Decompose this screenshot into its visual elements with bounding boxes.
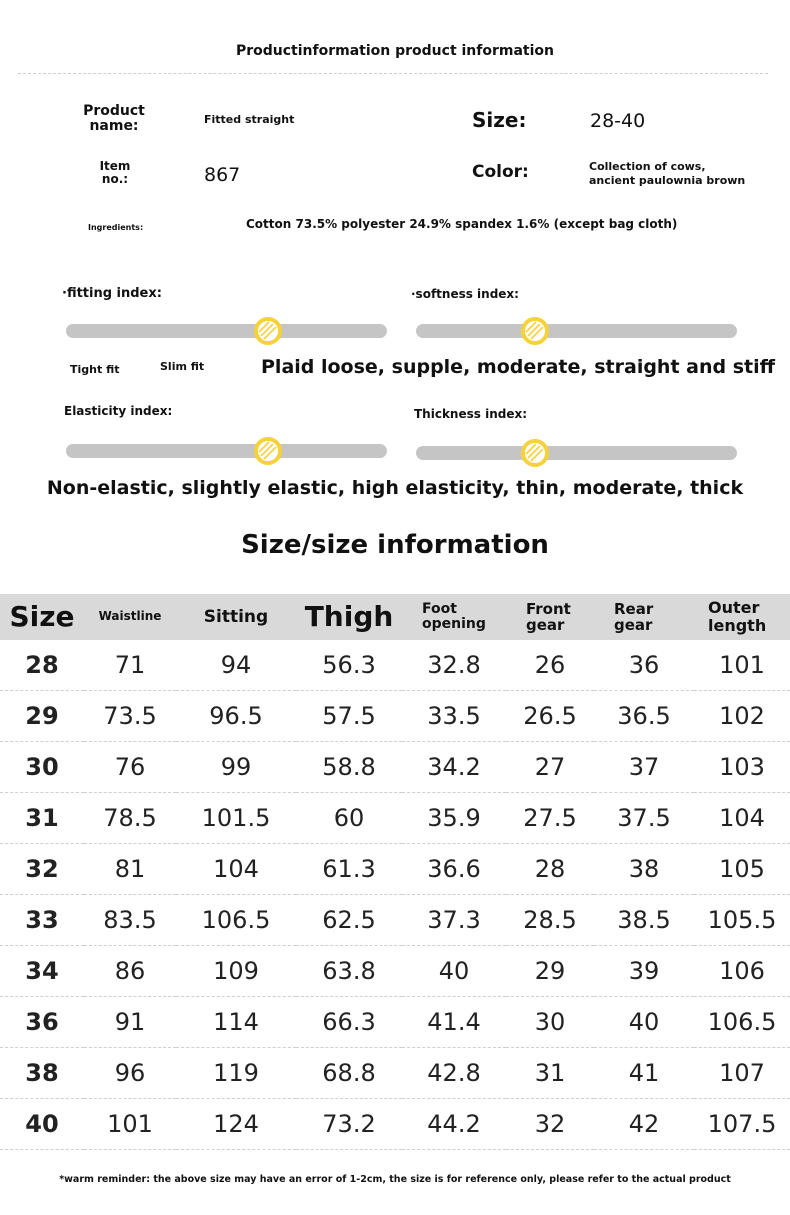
table-cell: 37: [594, 742, 694, 793]
table-cell: 63.8: [296, 946, 402, 997]
product-name-value: Fitted straight: [204, 113, 295, 126]
table-cell: 30: [506, 997, 594, 1048]
table-cell: 73.5: [84, 691, 176, 742]
fitting-slider: [66, 324, 387, 338]
ingredients-label: Ingredients:: [88, 223, 144, 232]
table-cell: 38.5: [594, 895, 694, 946]
table-cell: 27: [506, 742, 594, 793]
item-no-label-text: Item no.:: [99, 159, 131, 186]
header-waistline: Waistline: [84, 594, 176, 640]
tight-fit-label: Tight fit: [70, 363, 120, 376]
softness-slider: [416, 324, 737, 338]
slim-fit-label: Slim fit: [160, 360, 205, 373]
table-cell: 26.5: [506, 691, 594, 742]
item-no-label: [94, 160, 136, 185]
size-cell: 30: [0, 742, 84, 793]
color-label: Color:: [472, 162, 529, 182]
table-cell: 28: [506, 844, 594, 895]
size-cell: 29: [0, 691, 84, 742]
table-cell: 44.2: [402, 1099, 506, 1150]
header-foot-opening: Foot opening: [402, 594, 506, 640]
table-cell: 114: [176, 997, 296, 1048]
size-cell: 38: [0, 1048, 84, 1099]
table-row: [0, 1048, 790, 1099]
size-cell: 40: [0, 1099, 84, 1150]
table-cell: 86: [84, 946, 176, 997]
ingredients-value: Cotton 73.5% polyester 24.9% spandex 1.6% (except bag cloth): [246, 217, 678, 231]
size-cell: 34: [0, 946, 84, 997]
table-cell: 109: [176, 946, 296, 997]
elastic-scale-text: Non-elastic, slightly elastic, high elasticity, thin, moderate, thick: [46, 477, 744, 499]
table-cell: 101: [694, 640, 790, 691]
table-cell: 104: [694, 793, 790, 844]
table-cell: 29: [506, 946, 594, 997]
softness-index-label: ·softness index:: [411, 287, 519, 301]
thickness-slider-knob: [521, 439, 549, 467]
table-cell: 73.2: [296, 1099, 402, 1150]
table-cell: 40: [402, 946, 506, 997]
table-cell: 96: [84, 1048, 176, 1099]
table-cell: 104: [176, 844, 296, 895]
table-cell: 41.4: [402, 997, 506, 1048]
table-cell: 41: [594, 1048, 694, 1099]
table-cell: 68.8: [296, 1048, 402, 1099]
color-value-line1: Collection of cows,: [589, 160, 706, 173]
table-cell: 62.5: [296, 895, 402, 946]
color-value-line2: ancient paulownia brown: [589, 173, 746, 187]
table-cell: 37.3: [402, 895, 506, 946]
table-cell: 71: [84, 640, 176, 691]
table-cell: 36.5: [594, 691, 694, 742]
table-cell: 32.8: [402, 640, 506, 691]
table-cell: 78.5: [84, 793, 176, 844]
table-cell: 27.5: [506, 793, 594, 844]
size-section-title: Size/size information: [241, 530, 549, 560]
warm-reminder: *warm reminder: the above size may have an error of 1-2cm, the size is for reference only, please refer to the actual product: [59, 1174, 731, 1185]
size-cell: 31: [0, 793, 84, 844]
table-cell: 40: [594, 997, 694, 1048]
fitting-index-label: ·fitting index:: [62, 286, 162, 301]
table-cell: 42: [594, 1099, 694, 1150]
table-cell: 37.5: [594, 793, 694, 844]
table-cell: 58.8: [296, 742, 402, 793]
table-row: [0, 793, 790, 844]
table-cell: 91: [84, 997, 176, 1048]
table-row: [0, 1099, 790, 1150]
table-row: [0, 640, 790, 691]
page-title: Productinformation product information: [235, 43, 554, 59]
table-row: [0, 742, 790, 793]
table-cell: 124: [176, 1099, 296, 1150]
elasticity-slider-knob: [254, 437, 282, 465]
table-cell: 119: [176, 1048, 296, 1099]
table-cell: 83.5: [84, 895, 176, 946]
size-cell: 28: [0, 640, 84, 691]
size-table: [0, 594, 790, 1150]
product-name-label: [74, 104, 154, 133]
table-cell: 94: [176, 640, 296, 691]
header-rear-gear: Rear gear: [594, 594, 694, 640]
table-cell: 102: [694, 691, 790, 742]
divider: [18, 73, 768, 74]
table-cell: 107: [694, 1048, 790, 1099]
thickness-index-label: Thickness index:: [414, 407, 528, 421]
table-cell: 76: [84, 742, 176, 793]
size-cell: 33: [0, 895, 84, 946]
table-cell: 33.5: [402, 691, 506, 742]
table-cell: 32: [506, 1099, 594, 1150]
header-outer-length: Outer length: [694, 594, 790, 640]
item-no-value: 867: [204, 164, 241, 186]
table-cell: 105: [694, 844, 790, 895]
size-value: 28-40: [590, 110, 646, 132]
table-row: [0, 895, 790, 946]
elasticity-index-label: Elasticity index:: [64, 404, 173, 418]
table-row: [0, 844, 790, 895]
table-cell: 106.5: [176, 895, 296, 946]
table-cell: 56.3: [296, 640, 402, 691]
product-name-label-text: Product name:: [83, 103, 145, 134]
table-cell: 35.9: [402, 793, 506, 844]
table-cell: 36.6: [402, 844, 506, 895]
table-cell: 34.2: [402, 742, 506, 793]
header-thigh: Thigh: [296, 594, 402, 640]
size-cell: 36: [0, 997, 84, 1048]
thickness-slider: [416, 446, 737, 460]
table-cell: 26: [506, 640, 594, 691]
table-row: [0, 691, 790, 742]
table-cell: 42.8: [402, 1048, 506, 1099]
table-cell: 38: [594, 844, 694, 895]
size-label: Size:: [472, 108, 527, 132]
fitting-slider-knob: [254, 317, 282, 345]
size-cell: 32: [0, 844, 84, 895]
table-cell: 101.5: [176, 793, 296, 844]
table-cell: 57.5: [296, 691, 402, 742]
color-value: [589, 160, 745, 188]
table-cell: 107.5: [694, 1099, 790, 1150]
size-table-body: [0, 640, 790, 1150]
table-cell: 81: [84, 844, 176, 895]
table-cell: 31: [506, 1048, 594, 1099]
table-cell: 106.5: [694, 997, 790, 1048]
size-table-header: [0, 594, 790, 640]
table-cell: 103: [694, 742, 790, 793]
table-cell: 61.3: [296, 844, 402, 895]
table-cell: 101: [84, 1099, 176, 1150]
table-cell: 99: [176, 742, 296, 793]
table-row: [0, 997, 790, 1048]
table-cell: 28.5: [506, 895, 594, 946]
table-cell: 96.5: [176, 691, 296, 742]
table-cell: 106: [694, 946, 790, 997]
header-front-gear: Front gear: [506, 594, 594, 640]
table-cell: 60: [296, 793, 402, 844]
softness-slider-knob: [521, 317, 549, 345]
table-cell: 36: [594, 640, 694, 691]
header-sitting: Sitting: [176, 594, 296, 640]
elasticity-slider: [66, 444, 387, 458]
fit-scale-text: Plaid loose, supple, moderate, straight and stiff: [261, 356, 776, 378]
header-size: Size: [0, 594, 84, 640]
table-row: [0, 946, 790, 997]
table-cell: 105.5: [694, 895, 790, 946]
table-cell: 39: [594, 946, 694, 997]
table-cell: 66.3: [296, 997, 402, 1048]
